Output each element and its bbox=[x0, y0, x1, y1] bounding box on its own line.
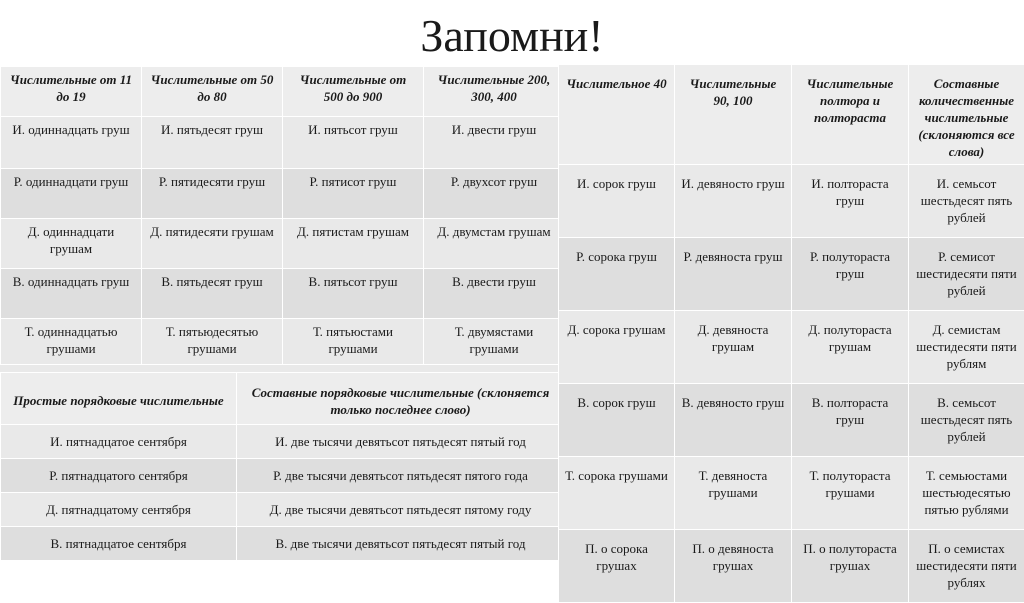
table-cell: Т. сорока грушами bbox=[559, 457, 675, 530]
table-cell: В. полтораста груш bbox=[792, 384, 909, 457]
table-header-row bbox=[1, 67, 565, 117]
table-cell: Д. двумстам грушам bbox=[424, 219, 565, 269]
table-cell: В. пятьдесят груш bbox=[142, 269, 283, 319]
table-row bbox=[1, 269, 565, 319]
table-cell: И. одиннадцать груш bbox=[1, 117, 142, 169]
table-cell: В. одиннадцать груш bbox=[1, 269, 142, 319]
table-special-numerals bbox=[558, 64, 1024, 603]
table-cell: В. сорок груш bbox=[559, 384, 675, 457]
table-cell: Р. пятнадцатого сентября bbox=[1, 459, 237, 493]
column-header: Числительные от 50 до 80 bbox=[142, 67, 283, 117]
table-row bbox=[1, 459, 565, 493]
table-cell: И. две тысячи девятьсот пятьдесят пятый год bbox=[237, 425, 565, 459]
column-header: Числительные 90, 100 bbox=[675, 65, 792, 165]
table-cell: Д. пятидесяти грушам bbox=[142, 219, 283, 269]
table-cell: Д. пятнадцатому сентября bbox=[1, 493, 237, 527]
table-cell: Д. сорока грушам bbox=[559, 311, 675, 384]
table-cell: Т. пятьюстами грушами bbox=[283, 319, 424, 365]
table-row bbox=[1, 219, 565, 269]
table-cell: Р. пятидесяти груш bbox=[142, 169, 283, 219]
table-row bbox=[559, 530, 1024, 603]
table-cell: В. девяносто груш bbox=[675, 384, 792, 457]
table-cell: П. о полутораста грушах bbox=[792, 530, 909, 603]
table-cell: Д. полутораста грушам bbox=[792, 311, 909, 384]
table-cell: Т. полутораста грушами bbox=[792, 457, 909, 530]
table-cell: Р. пятисот груш bbox=[283, 169, 424, 219]
table-cell: Т. девяноста грушами bbox=[675, 457, 792, 530]
table-row bbox=[1, 319, 565, 365]
table-row bbox=[1, 425, 565, 459]
table-cell: И. семьсот шестьдесят пять рублей bbox=[909, 165, 1024, 238]
panel-background-left bbox=[0, 364, 560, 372]
table-cell: Р. двухсот груш bbox=[424, 169, 565, 219]
table-cell: И. пятьсот груш bbox=[283, 117, 424, 169]
column-header: Числительные полтора и полтораста bbox=[792, 65, 909, 165]
table-cardinal-numerals bbox=[0, 66, 565, 365]
column-header: Числительные 200, 300, 400 bbox=[424, 67, 565, 117]
column-header: Составные количественные числительные (склоняются все слова) bbox=[909, 65, 1024, 165]
table-cell: Т. двумястами грушами bbox=[424, 319, 565, 365]
table-cell: Р. полутораста груш bbox=[792, 238, 909, 311]
table-cell: Д. девяноста грушам bbox=[675, 311, 792, 384]
column-header: Числительные от 11 до 19 bbox=[1, 67, 142, 117]
table-header-row bbox=[1, 373, 565, 425]
column-header: Числительные от 500 до 900 bbox=[283, 67, 424, 117]
table-row bbox=[1, 493, 565, 527]
slide-title: Запомни! bbox=[0, 8, 1024, 64]
table-cell: П. о девяноста грушах bbox=[675, 530, 792, 603]
table-row bbox=[559, 311, 1024, 384]
table-cell: Т. семьюстами шестьюдесятью пятью рублями bbox=[909, 457, 1024, 530]
table-cell: Т. одиннадцатью грушами bbox=[1, 319, 142, 365]
table-cell: В. двести груш bbox=[424, 269, 565, 319]
column-header: Составные порядковые числительные (склоняется только последнее слово) bbox=[237, 373, 565, 425]
table-cell: И. пятьдесят груш bbox=[142, 117, 283, 169]
column-header: Простые порядковые числительные bbox=[1, 373, 237, 425]
column-header: Числительное 40 bbox=[559, 65, 675, 165]
table-cell: Р. девяноста груш bbox=[675, 238, 792, 311]
table-row bbox=[1, 527, 565, 561]
table-cell: П. о сорока грушах bbox=[559, 530, 675, 603]
table-row bbox=[1, 117, 565, 169]
table-cell: Д. одиннадцати грушам bbox=[1, 219, 142, 269]
table-cell: Р. сорока груш bbox=[559, 238, 675, 311]
table-cell: В. пятьсот груш bbox=[283, 269, 424, 319]
table-cell: Т. пятьюдесятью грушами bbox=[142, 319, 283, 365]
table-cell: Д. семистам шестидесяти пяти рублям bbox=[909, 311, 1024, 384]
table-cell: И. полтораста груш bbox=[792, 165, 909, 238]
table-cell: Р. одиннадцати груш bbox=[1, 169, 142, 219]
table-row bbox=[559, 384, 1024, 457]
table-cell: В. пятнадцатое сентября bbox=[1, 527, 237, 561]
table-cell: И. двести груш bbox=[424, 117, 565, 169]
table-cell: Д. пятистам грушам bbox=[283, 219, 424, 269]
table-row bbox=[1, 169, 565, 219]
table-row bbox=[559, 165, 1024, 238]
table-cell: И. девяносто груш bbox=[675, 165, 792, 238]
table-header-row bbox=[559, 65, 1024, 165]
table-cell: И. пятнадцатое сентября bbox=[1, 425, 237, 459]
table-cell: В. две тысячи девятьсот пятьдесят пятый год bbox=[237, 527, 565, 561]
table-cell: Р. две тысячи девятьсот пятьдесят пятого года bbox=[237, 459, 565, 493]
table-cell: И. сорок груш bbox=[559, 165, 675, 238]
table-row bbox=[559, 457, 1024, 530]
table-cell: Р. семисот шестидесяти пяти рублей bbox=[909, 238, 1024, 311]
table-cell: Д. две тысячи девятьсот пятьдесят пятому году bbox=[237, 493, 565, 527]
table-ordinal-numerals bbox=[0, 372, 565, 561]
table-row bbox=[559, 238, 1024, 311]
table-cell: П. о семистах шестидесяти пяти рублях bbox=[909, 530, 1024, 603]
table-cell: В. семьсот шестьдесят пять рублей bbox=[909, 384, 1024, 457]
